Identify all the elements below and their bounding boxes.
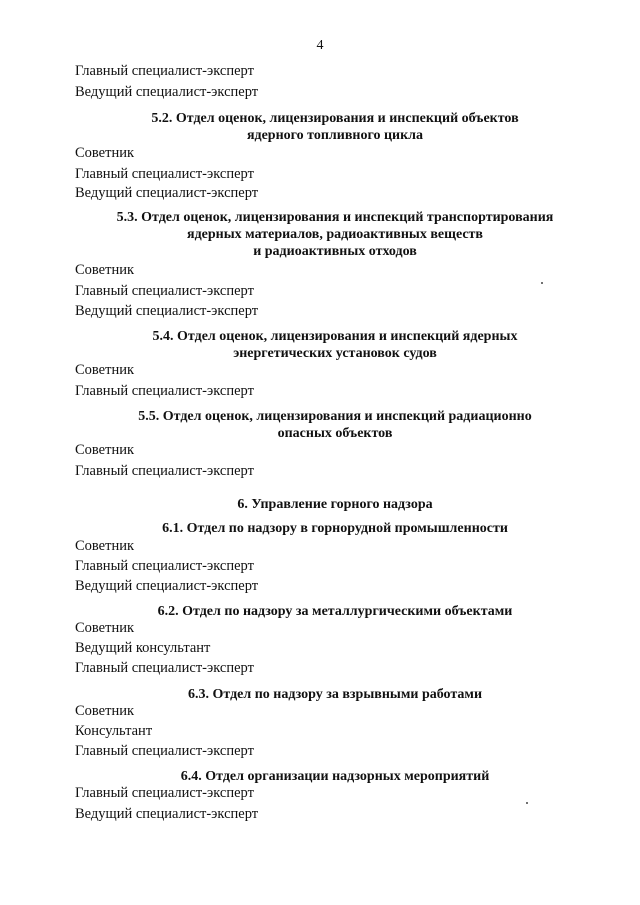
- position-line: Советник: [75, 538, 135, 554]
- heading-line: 6. Управление горного надзора: [237, 497, 433, 512]
- heading-line: ядерных материалов, радиоактивных веществ: [187, 227, 483, 242]
- heading-line: опасных объектов: [277, 426, 393, 441]
- section-heading-5-3: [60, 209, 610, 260]
- heading-line: 5.4. Отдел оценок, лицензирования и инспекций ядерных: [152, 329, 518, 344]
- section-heading-6-1: [60, 520, 610, 537]
- position-line: Главный специалист-эксперт: [75, 383, 254, 399]
- position-line: Главный специалист-эксперт: [75, 463, 254, 479]
- position-line: Главный специалист-эксперт: [75, 743, 254, 759]
- position-line: Консультант: [75, 723, 153, 739]
- position-line: Советник: [75, 703, 135, 719]
- section-heading-6-2: [60, 603, 610, 620]
- heading-line: 6.2. Отдел по надзору за металлургическими объектами: [157, 604, 513, 619]
- heading-line: энергетических установок судов: [233, 346, 437, 361]
- section-heading-6-4: [60, 768, 610, 785]
- position-line: Советник: [75, 145, 135, 161]
- position-line: Советник: [75, 262, 135, 278]
- section-heading-5-5: [60, 408, 610, 442]
- position-line: Главный специалист-эксперт: [75, 660, 254, 676]
- heading-line: и радиоактивных отходов: [253, 244, 417, 259]
- position-line: Главный специалист-эксперт: [75, 283, 254, 299]
- section-heading-6: [60, 496, 610, 513]
- section-heading-6-3: [60, 686, 610, 703]
- heading-line: 5.2. Отдел оценок, лицензирования и инспекций объектов: [151, 111, 519, 126]
- position-line: Ведущий консультант: [75, 640, 211, 656]
- position-line: Главный специалист-эксперт: [75, 166, 254, 182]
- scan-speck: [541, 282, 543, 284]
- position-line: Советник: [75, 362, 135, 378]
- heading-line: ядерного топливного цикла: [246, 128, 424, 143]
- scan-speck: [526, 802, 528, 804]
- heading-line: 6.3. Отдел по надзору за взрывными работами: [187, 687, 483, 702]
- position-line: Ведущий специалист-эксперт: [75, 185, 259, 201]
- heading-line: 5.5. Отдел оценок, лицензирования и инспекций радиационно: [138, 409, 532, 424]
- page-number: 4: [316, 38, 324, 53]
- heading-line: 5.3. Отдел оценок, лицензирования и инспекций транспортирования: [116, 210, 554, 225]
- position-line: Ведущий специалист-эксперт: [75, 806, 259, 822]
- section-heading-5-2: [60, 110, 610, 144]
- position-line: Главный специалист-эксперт: [75, 785, 254, 801]
- section-heading-5-4: [60, 328, 610, 362]
- heading-line: 6.4. Отдел организации надзорных мероприятий: [180, 769, 490, 784]
- position-line: Главный специалист-эксперт: [75, 558, 254, 574]
- heading-line: 6.1. Отдел по надзору в горнорудной промышленности: [162, 521, 508, 536]
- position-line: Главный специалист-эксперт: [75, 63, 254, 79]
- position-line: Ведущий специалист-эксперт: [75, 578, 259, 594]
- position-line: Советник: [75, 620, 135, 636]
- position-line: Ведущий специалист-эксперт: [75, 303, 259, 319]
- position-line: Ведущий специалист-эксперт: [75, 84, 259, 100]
- position-line: Советник: [75, 442, 135, 458]
